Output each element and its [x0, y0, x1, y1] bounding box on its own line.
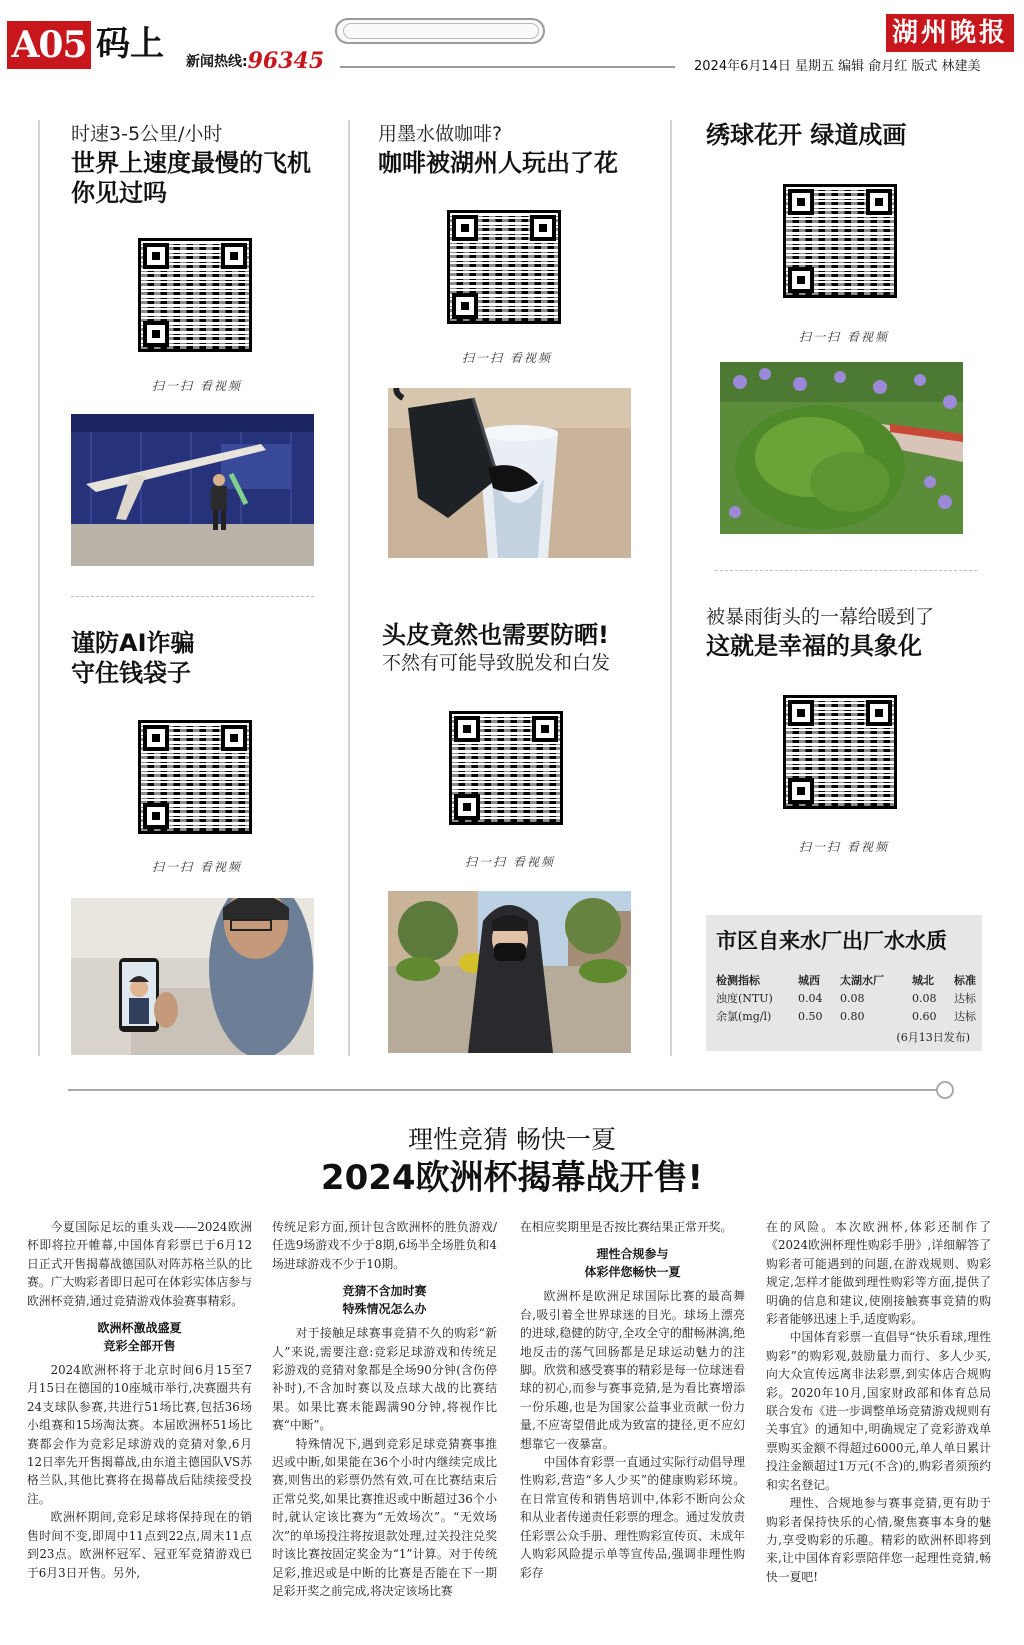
card-title: 世界上速度最慢的飞机: [71, 149, 311, 177]
paragraph: 今夏国际足坛的重头戏——2024欧洲杯即将拉开帷幕,中国体育彩票已于6月12日正式开售揭幕战德国队对阵苏格兰队的比赛。广大购彩者即日起可在体彩实体店参与欧洲杯竞猜,通过竞猜游戏体验赛事精彩。: [27, 1220, 252, 1308]
video-card-ai-fraud[interactable]: [71, 628, 341, 688]
column-rule: [38, 120, 40, 1056]
header-rule: [340, 66, 675, 68]
article-column-2: [272, 1218, 497, 1600]
divider-circle: [936, 1081, 954, 1099]
qr-code[interactable]: [138, 238, 252, 352]
section-divider: [68, 1089, 938, 1091]
water-quality-title: 市区自来水厂出厂水水质: [716, 929, 947, 953]
paragraph: 中国体育彩票一直通过实际行动倡导理性购彩,营造“多人少买”的健康购彩环境。在日常宣传和销售培训中,体彩不断向公众和从业者传递责任彩票的理念。通过发放责任彩票公众手册、理性购彩宣传页、未成年人购彩风险提示单等宣传品,强调非理性购彩存: [520, 1455, 745, 1580]
photo-video-call: [71, 898, 314, 1055]
page-number: A05: [7, 21, 91, 69]
paragraph: 理性、合规地参与赛事竞猜,更有助于购彩者保持快乐的心情,聚焦赛事本身的魅力,享受购彩的乐趣。精彩的欧洲杯即将到来,让中国体育彩票陪伴您一起理性竞猜,畅快一夏吧!: [766, 1496, 991, 1584]
scan-caption: 扫一扫 看视频: [799, 840, 889, 854]
paragraph: 特殊情况下,遇到竞彩足球竞猜赛事推迟或中断,如果能在36个小时内继续完成比赛,则售出的彩票仍然有效,可在比赛结束后正常兑奖,如果比赛推迟或中断超过36个小时,就认定该比赛为“无效场次”。“无效场次”的单场投注将按退款处理,过关投注兑奖时该比赛按固定奖金为“1”计算。对于传统足彩,推迟或是中断的比赛是否能在下一期足彩开奖之前完成,将决定该场比赛: [272, 1436, 497, 1598]
scan-caption: 扫一扫 看视频: [152, 379, 242, 393]
article-subtitle: 理性竞猜 畅快一夏: [408, 1125, 616, 1154]
subhead-line: 竞猜不含加时赛: [342, 1284, 427, 1299]
header-cell: 城西: [798, 974, 820, 987]
video-card-coffee[interactable]: [378, 120, 668, 178]
card-title: 这就是幸福的具象化: [706, 632, 922, 660]
video-card-rainstorm[interactable]: [706, 603, 1006, 661]
photo-hydrangea-greenway: [720, 362, 963, 534]
photo-sun-protection: [388, 891, 631, 1053]
paragraph: 欧洲杯是欧洲足球国际比赛的最高舞台,吸引着全世界球迷的目光。球场上漂亮的进球,稳健的防守,全攻全守的酣畅淋漓,绝地反击的荡气回肠都是足球运动魅力的注脚。欣赏和感受赛事的精彩是每一位球迷看球的初心,而参与赛事竞猜,是为看比赛增添一份乐趣,也是为国家公益事业贡献一份力量,不应寄望借此成为致富的捷径,更不应幻想靠它一夜暴富。: [520, 1289, 745, 1451]
card-kicker: 用墨水做咖啡?: [378, 123, 503, 145]
article-subhead: [27, 1319, 252, 1355]
qr-code[interactable]: [447, 210, 561, 324]
water-quality-box: [706, 915, 982, 1051]
table-cell: 0.50: [798, 1010, 823, 1023]
hotline: [186, 46, 324, 72]
newspaper-logo: 湖州晚报: [886, 14, 1014, 52]
paragraph: 在相应奖期里是否按比赛结果正常开奖。: [520, 1220, 733, 1234]
paragraph: 2024欧洲杯将于北京时间6月15至7月15日在德国的10座城市举行,决赛圈共有24支球队参赛,共进行51场比赛,包括36场小组赛和15场淘汰赛。本届欧洲杯51场比赛都会作为竞彩足球游戏的竞猜对象,6月12日率先开售揭幕战,由东道主德国队VS苏格兰队,其他比赛将在揭幕战后陆续接受投注。: [27, 1363, 252, 1506]
qr-code[interactable]: [449, 711, 563, 825]
table-cell: 0.04: [798, 992, 823, 1005]
subhead-line: 理性合规参与: [596, 1247, 669, 1262]
header-decoration: [335, 18, 545, 44]
card-title: 谨防AI诈骗: [71, 629, 195, 657]
table-cell: 0.60: [912, 1010, 937, 1023]
article-title: 2024欧洲杯揭幕战开售!: [320, 1158, 704, 1198]
scan-caption: 扫一扫 看视频: [462, 351, 552, 365]
subhead-line: 特殊情况怎么办: [342, 1302, 427, 1317]
table-cell: 达标: [954, 1010, 976, 1023]
article-column-4: [766, 1218, 991, 1586]
paragraph: 传统足彩方面,预计包含欧洲杯的胜负游戏/任选9场游戏不少于8期,6场半全场胜负和4场进球游戏不少于10期。: [272, 1220, 497, 1271]
paragraph: 欧洲杯期间,竞彩足球将保持现在的销售时间不变,即周中11点到22点,周末11点到23点。欧洲杯冠军、冠亚军竞猜游戏已于6月3日开售。另外,: [27, 1510, 252, 1580]
table-cell: 0.08: [840, 992, 865, 1005]
paragraph: 对于接触足球赛事竞猜不久的购彩“新人”来说,需要注意:竞彩足球游戏和传统足彩游戏的竞猜对象都是全场90分钟(含伤停补时),不含加时赛以及点球大战的比赛结果。如果比赛未能踢满90分钟,将视作比赛“中断”。: [272, 1326, 497, 1433]
scan-caption: 扫一扫 看视频: [152, 860, 242, 874]
photo-ink-coffee: [388, 388, 631, 558]
card-title: 头皮竟然也需要防晒!: [382, 621, 609, 649]
header-cell: 城北: [912, 974, 934, 987]
table-cell: 0.80: [840, 1010, 865, 1023]
water-quality-table: [716, 972, 994, 1026]
article-column-1: [27, 1218, 252, 1582]
divider: [71, 596, 314, 597]
card-title: 守住钱袋子: [71, 659, 191, 687]
hotline-number: 96345: [247, 48, 325, 74]
video-card-scalp[interactable]: [382, 620, 672, 676]
video-card-hydrangea[interactable]: [706, 120, 1006, 150]
card-title: 咖啡被湖州人玩出了花: [378, 149, 618, 177]
video-card-plane[interactable]: [71, 120, 341, 208]
table-cell: 达标: [954, 992, 976, 1005]
column-rule: [348, 120, 350, 1056]
scan-caption: 扫一扫 看视频: [465, 855, 555, 869]
dateline: 2024年6月14日 星期五 编辑 俞月红 版式 林建美: [694, 59, 981, 74]
header-cell: 标准: [954, 974, 976, 987]
card-kicker: 时速3-5公里/小时: [71, 123, 223, 145]
photo-slow-plane: [71, 414, 314, 566]
card-kicker: 被暴雨街头的一幕给暖到了: [706, 606, 935, 628]
qr-code[interactable]: [783, 695, 897, 809]
table-cell: 0.08: [912, 992, 937, 1005]
table-row: [716, 990, 994, 1008]
table-cell: 浊度(NTU): [716, 992, 773, 1005]
table-cell: 余氯(mg/l): [716, 1010, 772, 1023]
water-quality-note: (6月13日发布): [896, 1031, 970, 1044]
qr-code[interactable]: [783, 184, 897, 298]
subhead-line: 体彩伴您畅快一夏: [584, 1265, 681, 1280]
header-cell: 太湖水厂: [840, 974, 884, 987]
section-title: 码上: [96, 24, 164, 64]
table-header-row: [716, 972, 994, 990]
scan-caption: 扫一扫 看视频: [799, 330, 889, 344]
article-subhead: [272, 1282, 497, 1318]
paragraph: 在的风险。本次欧洲杯,体彩还制作了《2024欧洲杯理性购彩手册》,详细解答了购彩者可能遇到的问题,在游戏规则、购彩规定,怎样才能做到理性购彩等方面,提供了明确的信息和建议,使刚接触赛事竞猜的购彩者能够迅速上手,适度购彩。: [766, 1220, 991, 1327]
column-rule: [670, 120, 672, 1056]
article-column-3: [520, 1218, 745, 1582]
card-title: 绣球花开 绿道成画: [706, 121, 907, 149]
card-title: 你见过吗: [71, 179, 167, 207]
card-subtitle: 不然有可能导致脱发和白发: [382, 652, 611, 674]
qr-code[interactable]: [138, 720, 252, 834]
subhead-line: 竞彩全部开售: [103, 1339, 176, 1354]
subhead-line: 欧洲杯激战盛夏: [97, 1321, 182, 1336]
divider: [715, 570, 977, 571]
article-subhead: [520, 1245, 745, 1281]
header-cell: 检测指标: [716, 974, 760, 987]
table-row: [716, 1008, 994, 1026]
hotline-label: 新闻热线:: [186, 54, 248, 70]
paragraph: 中国体育彩票一直倡导“快乐看球,理性购彩”的购彩观,鼓励量力而行、多人少买,向大众宣传远离非法彩票,到实体店合规购彩。2020年10月,国家财政部和体育总局联合发布《进一步调整单场竞猜游戏规则有关事宜》的通知中,明确规定了竞彩游戏单票购买金额不得超过6000元,单人单日累计投注金额超过1万元(不含)的,购彩者须预约和实名登记。: [766, 1330, 991, 1492]
